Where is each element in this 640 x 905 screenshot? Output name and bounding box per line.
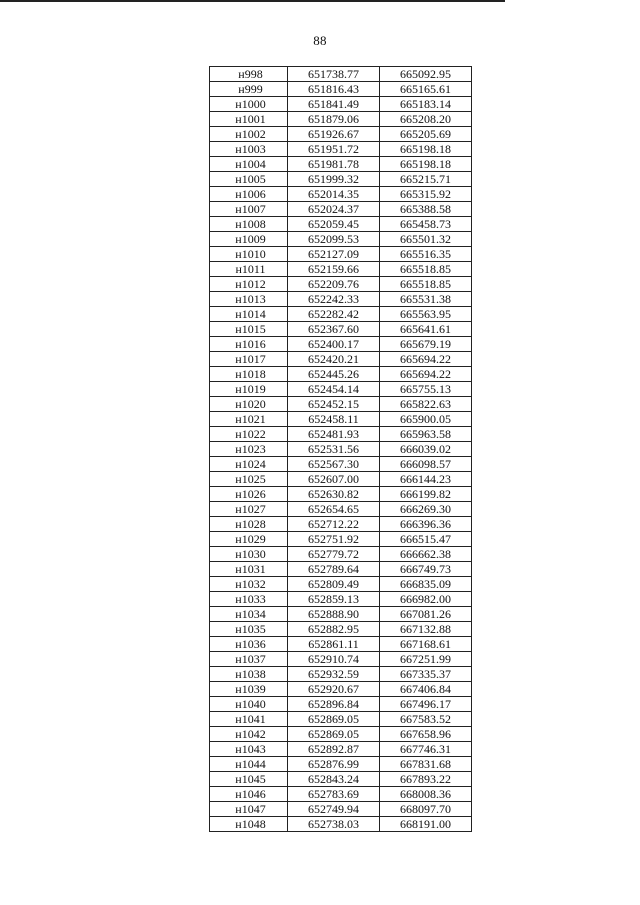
y-coordinate-cell: 665205.69 <box>380 127 472 142</box>
y-coordinate-cell: 665963.58 <box>380 427 472 442</box>
x-coordinate-cell: 652127.09 <box>288 247 380 262</box>
point-id-cell: н1040 <box>210 697 288 712</box>
point-id-cell: н1026 <box>210 487 288 502</box>
coordinates-table <box>209 66 472 832</box>
point-id-cell: н1011 <box>210 262 288 277</box>
point-id-cell: н1045 <box>210 772 288 787</box>
table-row <box>210 712 472 727</box>
point-id-cell: н1033 <box>210 592 288 607</box>
table-row <box>210 742 472 757</box>
table-row <box>210 307 472 322</box>
page-number: 88 <box>313 33 327 48</box>
table-row <box>210 682 472 697</box>
point-id-cell: н1022 <box>210 427 288 442</box>
y-coordinate-cell: 665165.61 <box>380 82 472 97</box>
x-coordinate-cell: 652242.33 <box>288 292 380 307</box>
point-id-cell: н1014 <box>210 307 288 322</box>
x-coordinate-cell: 652783.69 <box>288 787 380 802</box>
y-coordinate-cell: 666144.23 <box>380 472 472 487</box>
point-id-cell: н1008 <box>210 217 288 232</box>
point-id-cell: н1025 <box>210 472 288 487</box>
x-coordinate-cell: 652859.13 <box>288 592 380 607</box>
coordinates-table-body <box>210 67 472 832</box>
x-coordinate-cell: 652882.95 <box>288 622 380 637</box>
y-coordinate-cell: 665215.71 <box>380 172 472 187</box>
point-id-cell: н1043 <box>210 742 288 757</box>
x-coordinate-cell: 652458.11 <box>288 412 380 427</box>
x-coordinate-cell: 652531.56 <box>288 442 380 457</box>
point-id-cell: н1001 <box>210 112 288 127</box>
table-row <box>210 622 472 637</box>
table-row <box>210 802 472 817</box>
x-coordinate-cell: 652896.84 <box>288 697 380 712</box>
table-row <box>210 577 472 592</box>
y-coordinate-cell: 666835.09 <box>380 577 472 592</box>
point-id-cell: н1002 <box>210 127 288 142</box>
x-coordinate-cell: 652630.82 <box>288 487 380 502</box>
y-coordinate-cell: 665198.18 <box>380 157 472 172</box>
table-row <box>210 187 472 202</box>
point-id-cell: н1028 <box>210 517 288 532</box>
x-coordinate-cell: 652209.76 <box>288 277 380 292</box>
table-row <box>210 457 472 472</box>
x-coordinate-cell: 652932.59 <box>288 667 380 682</box>
y-coordinate-cell: 665531.38 <box>380 292 472 307</box>
table-row <box>210 217 472 232</box>
table-row <box>210 652 472 667</box>
table-row <box>210 262 472 277</box>
point-id-cell: н1015 <box>210 322 288 337</box>
point-id-cell: н1010 <box>210 247 288 262</box>
x-coordinate-cell: 652024.37 <box>288 202 380 217</box>
x-coordinate-cell: 652888.90 <box>288 607 380 622</box>
x-coordinate-cell: 652749.94 <box>288 802 380 817</box>
table-row <box>210 562 472 577</box>
y-coordinate-cell: 667746.31 <box>380 742 472 757</box>
point-id-cell: н1024 <box>210 457 288 472</box>
x-coordinate-cell: 652861.11 <box>288 637 380 652</box>
point-id-cell: н1003 <box>210 142 288 157</box>
y-coordinate-cell: 665518.85 <box>380 262 472 277</box>
x-coordinate-cell: 652869.05 <box>288 712 380 727</box>
x-coordinate-cell: 652910.74 <box>288 652 380 667</box>
y-coordinate-cell: 666199.82 <box>380 487 472 502</box>
y-coordinate-cell: 665501.32 <box>380 232 472 247</box>
table-row <box>210 757 472 772</box>
y-coordinate-cell: 667831.68 <box>380 757 472 772</box>
y-coordinate-cell: 665755.13 <box>380 382 472 397</box>
y-coordinate-cell: 667893.22 <box>380 772 472 787</box>
table-row <box>210 397 472 412</box>
point-id-cell: н1032 <box>210 577 288 592</box>
x-coordinate-cell: 651981.78 <box>288 157 380 172</box>
y-coordinate-cell: 665388.58 <box>380 202 472 217</box>
y-coordinate-cell: 665822.63 <box>380 397 472 412</box>
point-id-cell: н1021 <box>210 412 288 427</box>
table-row <box>210 787 472 802</box>
point-id-cell: н1048 <box>210 817 288 832</box>
x-coordinate-cell: 652452.15 <box>288 397 380 412</box>
point-id-cell: н998 <box>210 67 288 82</box>
point-id-cell: н1005 <box>210 172 288 187</box>
point-id-cell: н1041 <box>210 712 288 727</box>
x-coordinate-cell: 652920.67 <box>288 682 380 697</box>
top-rule <box>0 0 505 2</box>
table-row <box>210 667 472 682</box>
x-coordinate-cell: 652454.14 <box>288 382 380 397</box>
table-row <box>210 112 472 127</box>
y-coordinate-cell: 667496.17 <box>380 697 472 712</box>
y-coordinate-cell: 668008.36 <box>380 787 472 802</box>
y-coordinate-cell: 667081.26 <box>380 607 472 622</box>
x-coordinate-cell: 652809.49 <box>288 577 380 592</box>
y-coordinate-cell: 665679.19 <box>380 337 472 352</box>
table-row <box>210 727 472 742</box>
x-coordinate-cell: 652779.72 <box>288 547 380 562</box>
x-coordinate-cell: 652282.42 <box>288 307 380 322</box>
y-coordinate-cell: 665641.61 <box>380 322 472 337</box>
table-row <box>210 472 472 487</box>
point-id-cell: н1017 <box>210 352 288 367</box>
point-id-cell: н1007 <box>210 202 288 217</box>
x-coordinate-cell: 651999.32 <box>288 172 380 187</box>
y-coordinate-cell: 665694.22 <box>380 352 472 367</box>
point-id-cell: н1047 <box>210 802 288 817</box>
x-coordinate-cell: 651879.06 <box>288 112 380 127</box>
table-row <box>210 142 472 157</box>
x-coordinate-cell: 652420.21 <box>288 352 380 367</box>
x-coordinate-cell: 651926.67 <box>288 127 380 142</box>
x-coordinate-cell: 652367.60 <box>288 322 380 337</box>
table-row <box>210 772 472 787</box>
point-id-cell: н1023 <box>210 442 288 457</box>
point-id-cell: н1042 <box>210 727 288 742</box>
point-id-cell: н1004 <box>210 157 288 172</box>
table-row <box>210 427 472 442</box>
x-coordinate-cell: 652712.22 <box>288 517 380 532</box>
y-coordinate-cell: 665208.20 <box>380 112 472 127</box>
table-row <box>210 592 472 607</box>
table-row <box>210 697 472 712</box>
x-coordinate-cell: 651841.49 <box>288 97 380 112</box>
point-id-cell: н1031 <box>210 562 288 577</box>
point-id-cell: н1027 <box>210 502 288 517</box>
x-coordinate-cell: 652789.64 <box>288 562 380 577</box>
x-coordinate-cell: 652738.03 <box>288 817 380 832</box>
point-id-cell: н1018 <box>210 367 288 382</box>
y-coordinate-cell: 665518.85 <box>380 277 472 292</box>
y-coordinate-cell: 666098.57 <box>380 457 472 472</box>
point-id-cell: н1044 <box>210 757 288 772</box>
x-coordinate-cell: 651951.72 <box>288 142 380 157</box>
table-row <box>210 277 472 292</box>
y-coordinate-cell: 667251.99 <box>380 652 472 667</box>
table-row <box>210 412 472 427</box>
table-row <box>210 67 472 82</box>
y-coordinate-cell: 667658.96 <box>380 727 472 742</box>
y-coordinate-cell: 666662.38 <box>380 547 472 562</box>
table-row <box>210 232 472 247</box>
x-coordinate-cell: 652607.00 <box>288 472 380 487</box>
y-coordinate-cell: 665315.92 <box>380 187 472 202</box>
y-coordinate-cell: 665198.18 <box>380 142 472 157</box>
y-coordinate-cell: 668191.00 <box>380 817 472 832</box>
x-coordinate-cell: 652876.99 <box>288 757 380 772</box>
table-row <box>210 322 472 337</box>
x-coordinate-cell: 652843.24 <box>288 772 380 787</box>
point-id-cell: н1034 <box>210 607 288 622</box>
y-coordinate-cell: 666039.02 <box>380 442 472 457</box>
point-id-cell: н1036 <box>210 637 288 652</box>
x-coordinate-cell: 652567.30 <box>288 457 380 472</box>
y-coordinate-cell: 665458.73 <box>380 217 472 232</box>
table-row <box>210 532 472 547</box>
point-id-cell: н1035 <box>210 622 288 637</box>
point-id-cell: н1000 <box>210 97 288 112</box>
table-row <box>210 127 472 142</box>
x-coordinate-cell: 652869.05 <box>288 727 380 742</box>
x-coordinate-cell: 652059.45 <box>288 217 380 232</box>
table-row <box>210 337 472 352</box>
x-coordinate-cell: 652400.17 <box>288 337 380 352</box>
x-coordinate-cell: 652159.66 <box>288 262 380 277</box>
table-row <box>210 157 472 172</box>
table-row <box>210 547 472 562</box>
table-row <box>210 82 472 97</box>
table-row <box>210 352 472 367</box>
point-id-cell: н999 <box>210 82 288 97</box>
y-coordinate-cell: 667335.37 <box>380 667 472 682</box>
point-id-cell: н1012 <box>210 277 288 292</box>
y-coordinate-cell: 666396.36 <box>380 517 472 532</box>
point-id-cell: н1006 <box>210 187 288 202</box>
y-coordinate-cell: 665516.35 <box>380 247 472 262</box>
y-coordinate-cell: 667168.61 <box>380 637 472 652</box>
table-row <box>210 607 472 622</box>
point-id-cell: н1038 <box>210 667 288 682</box>
table-row <box>210 442 472 457</box>
x-coordinate-cell: 652014.35 <box>288 187 380 202</box>
y-coordinate-cell: 665092.95 <box>380 67 472 82</box>
x-coordinate-cell: 652654.65 <box>288 502 380 517</box>
point-id-cell: н1029 <box>210 532 288 547</box>
point-id-cell: н1013 <box>210 292 288 307</box>
point-id-cell: н1046 <box>210 787 288 802</box>
x-coordinate-cell: 651738.77 <box>288 67 380 82</box>
table-row <box>210 367 472 382</box>
y-coordinate-cell: 666982.00 <box>380 592 472 607</box>
x-coordinate-cell: 652751.92 <box>288 532 380 547</box>
table-row <box>210 247 472 262</box>
table-row <box>210 97 472 112</box>
point-id-cell: н1030 <box>210 547 288 562</box>
table-row <box>210 502 472 517</box>
point-id-cell: н1020 <box>210 397 288 412</box>
y-coordinate-cell: 666749.73 <box>380 562 472 577</box>
y-coordinate-cell: 666515.47 <box>380 532 472 547</box>
x-coordinate-cell: 652099.53 <box>288 232 380 247</box>
y-coordinate-cell: 668097.70 <box>380 802 472 817</box>
point-id-cell: н1037 <box>210 652 288 667</box>
table-row <box>210 817 472 832</box>
y-coordinate-cell: 667132.88 <box>380 622 472 637</box>
x-coordinate-cell: 652892.87 <box>288 742 380 757</box>
point-id-cell: н1039 <box>210 682 288 697</box>
y-coordinate-cell: 665694.22 <box>380 367 472 382</box>
y-coordinate-cell: 667583.52 <box>380 712 472 727</box>
x-coordinate-cell: 651816.43 <box>288 82 380 97</box>
y-coordinate-cell: 665563.95 <box>380 307 472 322</box>
y-coordinate-cell: 665183.14 <box>380 97 472 112</box>
point-id-cell: н1019 <box>210 382 288 397</box>
table-row <box>210 202 472 217</box>
y-coordinate-cell: 667406.84 <box>380 682 472 697</box>
table-row <box>210 637 472 652</box>
point-id-cell: н1016 <box>210 337 288 352</box>
y-coordinate-cell: 666269.30 <box>380 502 472 517</box>
table-row <box>210 172 472 187</box>
table-row <box>210 382 472 397</box>
x-coordinate-cell: 652481.93 <box>288 427 380 442</box>
point-id-cell: н1009 <box>210 232 288 247</box>
y-coordinate-cell: 665900.05 <box>380 412 472 427</box>
table-row <box>210 487 472 502</box>
table-row <box>210 292 472 307</box>
table-row <box>210 517 472 532</box>
x-coordinate-cell: 652445.26 <box>288 367 380 382</box>
